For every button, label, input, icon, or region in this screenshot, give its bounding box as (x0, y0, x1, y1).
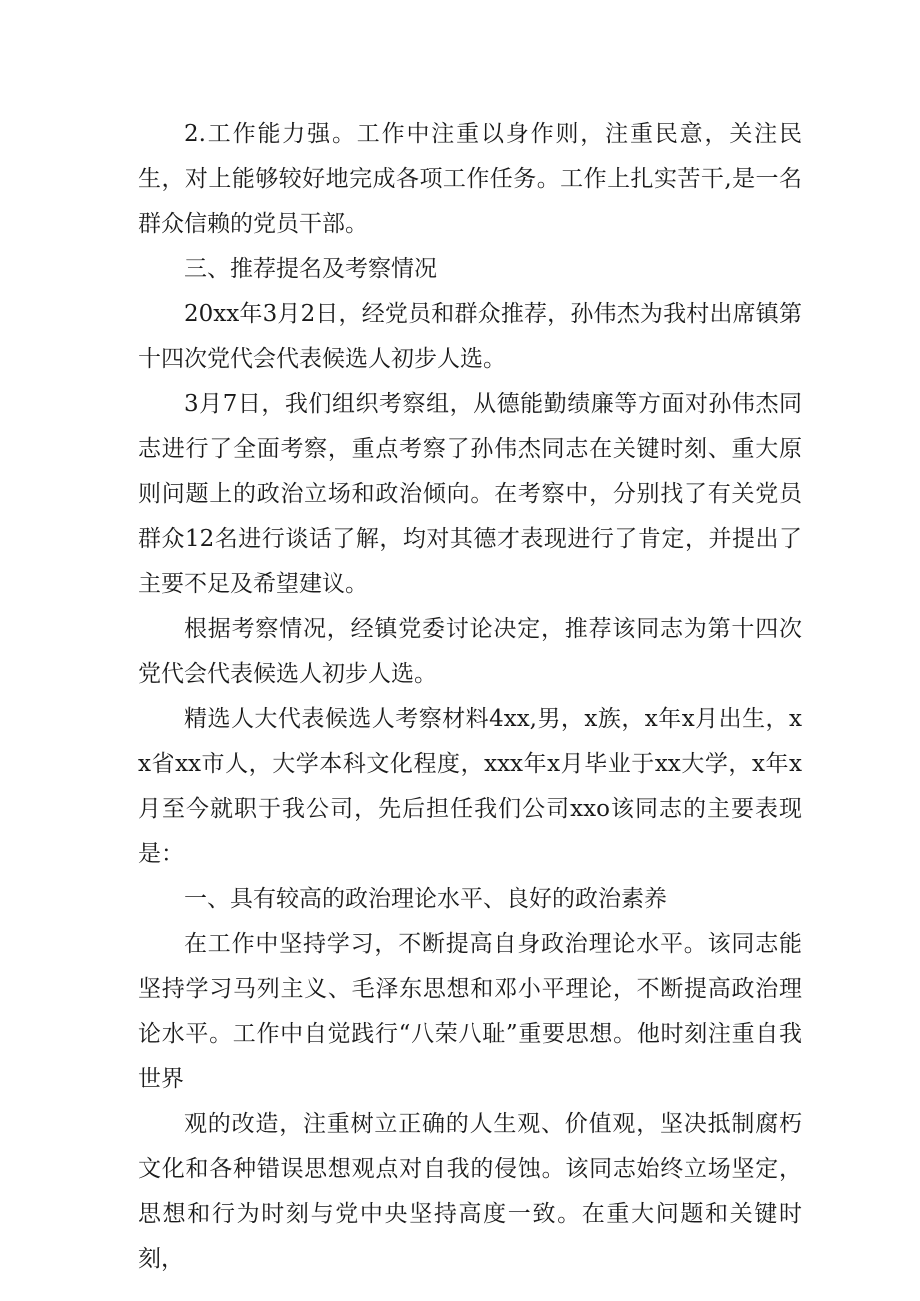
paragraph-worldview: 观的改造，注重树立正确的人生观、价值观，坚决抵制腐朽文化和各种错误思想观点对自我的侵蚀。该同志始终立场坚定，思想和行为时刻与党中央坚持高度一致。在重大问题和关键时刻， (138, 1111, 802, 1272)
paragraph-candidate-profile: 精选人大代表候选人考察材料4xx,男，x族，x年x月出生，xx省xx市人，大学本科文化程度，xxx年x月毕业于xx大学，x年x月至今就职于我公司，先后担任我们公司xxo该同志的主要表现是： (138, 706, 802, 867)
paragraph-nomination-date: 20xx年3月2日，经党员和群众推荐，孙伟杰为我村出席镇第十四次党代会代表候选人初步人选。 (138, 301, 802, 372)
section-heading-political-theory: 一、具有较高的政治理论水平、良好的政治素养 (184, 886, 667, 912)
paragraph-decision: 根据考察情况，经镇党委讨论决定，推荐该同志为第十四次党代会代表候选人初步人选。 (138, 616, 802, 687)
section-heading-recommendation: 三、推荐提名及考察情况 (184, 256, 437, 282)
paragraph-work-ability: 2.工作能力强。工作中注重以身作则，注重民意，关注民生，对上能够较好地完成各项工作任务。工作上扎实苦干,是一名群众信赖的党员干部。 (138, 121, 802, 237)
paragraph-study: 在工作中坚持学习，不断提高自身政治理论水平。该同志能坚持学习马列主义、毛泽东思想和邓小平理论，不断提高政治理论水平。工作中自觉践行“八荣八耻”重要思想。他时刻注重自我世界 (138, 931, 802, 1092)
document-body (138, 112, 802, 1282)
paragraph-inspection: 3月7日，我们组织考察组，从德能勤绩廉等方面对孙伟杰同志进行了全面考察，重点考察了孙伟杰同志在关键时刻、重大原则问题上的政治立场和政治倾向。在考察中，分别找了有关党员群众12名进行谈话了解，均对其德才表现进行了肯定，并提出了主要不足及希望建议。 (138, 391, 802, 597)
